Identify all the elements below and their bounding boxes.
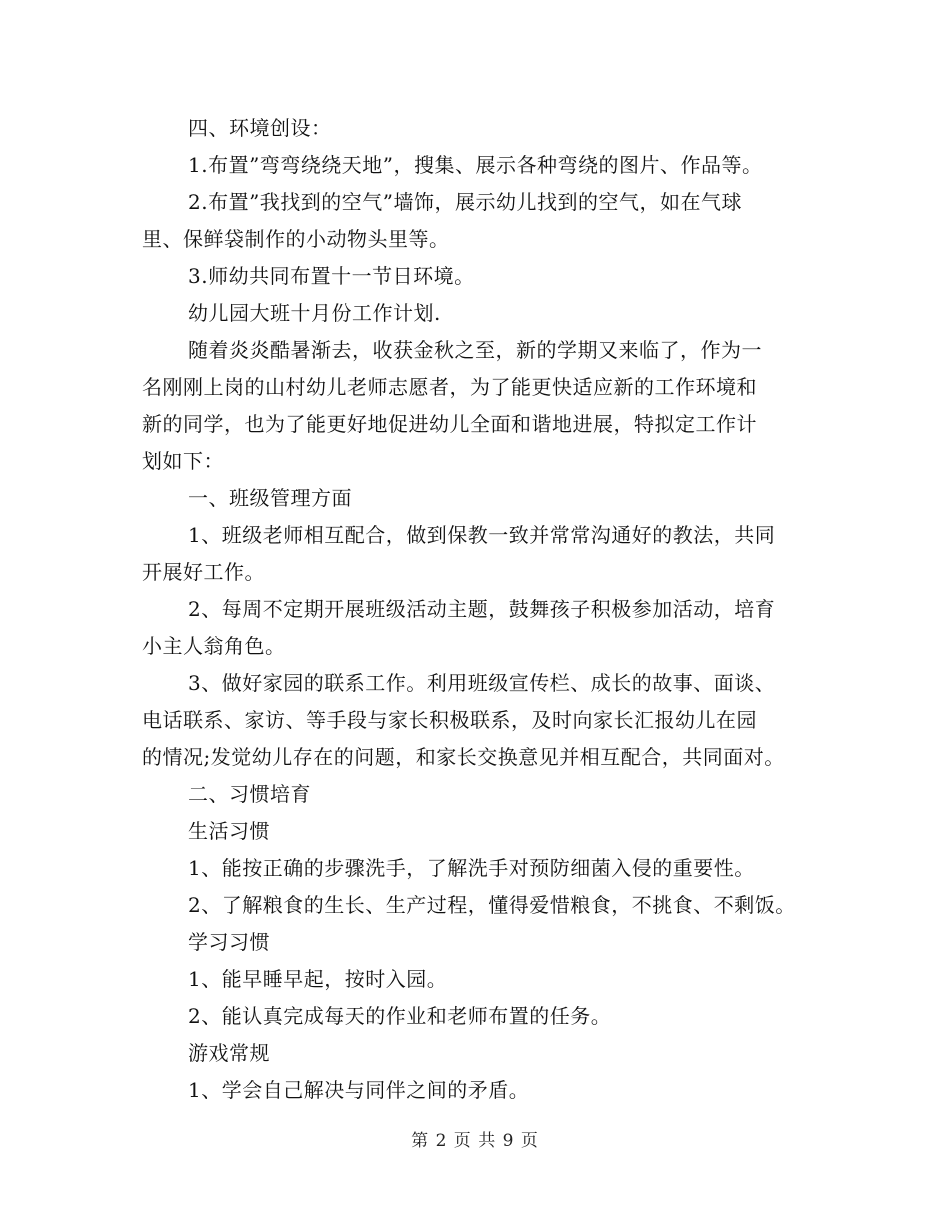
paragraph-line: 电话联系、家访、等手段与家长积极联系，及时向家长汇报幼儿在园 [142,708,757,732]
paragraph-line: 2.布置”我找到的空气”墙饰，展示幼儿找到的空气，如在气球 [188,190,743,214]
subsection-heading: 生活习惯 [188,819,270,843]
paragraph-line: 3.师幼共同布置十一节日环境。 [188,264,475,288]
paragraph-line: 名刚刚上岗的山村幼儿老师志愿者，为了能更快适应新的工作环境和 [142,375,757,399]
subsection-heading: 游戏常规 [188,1041,270,1065]
list-item: 2、了解粮食的生长、生产过程，懂得爱惜粮食，不挑食、不剩饭。 [188,893,796,917]
paragraph-line: 1.布置”弯弯绕绕天地”，搜集、展示各种弯绕的图片、作品等。 [188,153,763,177]
document-body [142,110,832,1109]
document-title: 幼儿园大班十月份工作计划. [188,301,441,325]
list-item: 1、能按正确的步骤洗手，了解洗手对预防细菌入侵的重要性。 [188,856,755,880]
paragraph-line: 的情况;发觉幼儿存在的问题，和家长交换意见并相互配合，共同面对。 [142,745,785,769]
list-item: 1、学会自己解决与同伴之间的矛盾。 [188,1078,530,1102]
paragraph-line: 小主人翁角色。 [142,634,286,658]
paragraph-line: 3、做好家园的联系工作。利用班级宣传栏、成长的故事、面谈、 [188,671,776,695]
list-item: 2、能认真完成每天的作业和老师布置的任务。 [188,1004,612,1028]
paragraph-line: 随着炎炎酷暑渐去，收获金秋之至，新的学期又来临了，作为一 [188,338,762,362]
page-number-footer: 第 2 页 共 9 页 [411,1131,539,1151]
paragraph-line: 划如下： [142,449,224,473]
paragraph-line: 新的同学，也为了能更好地促进幼儿全面和谐地进展，特拟定工作计 [142,412,757,436]
section-heading: 一、班级管理方面 [188,486,352,510]
list-item: 1、能早睡早起，按时入园。 [188,967,448,991]
subsection-heading: 学习习惯 [188,930,270,954]
section-heading: 四、环境创设： [188,116,332,140]
paragraph-line: 开展好工作。 [142,560,265,584]
section-heading: 二、习惯培育 [188,782,311,806]
paragraph-line: 1、班级老师相互配合，做到保教一致并常常沟通好的教法，共同 [188,523,776,547]
paragraph-line: 2、每周不定期开展班级活动主题，鼓舞孩子积极参加活动，培育 [188,597,776,621]
paragraph-line: 里、保鲜袋制作的小动物头里等。 [142,227,450,251]
